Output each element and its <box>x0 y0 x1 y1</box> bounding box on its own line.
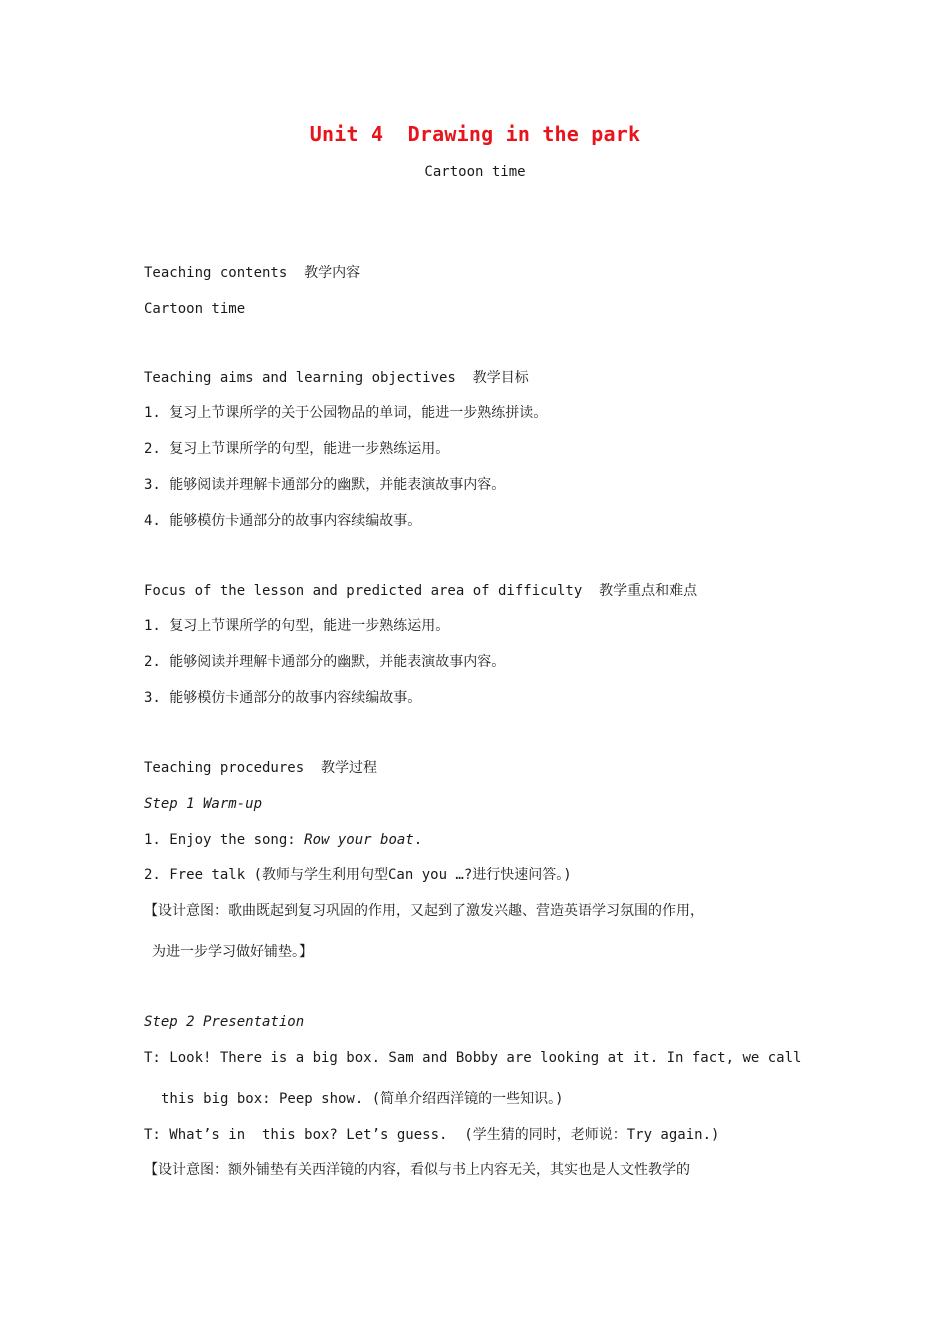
focus-item-1: 1. 复习上节课所学的句型，能进一步熟练运用。 <box>144 618 450 634</box>
step1-line2: 2. Free talk (教师与学生利用句型Can you …?进行快速问答。) <box>144 867 572 883</box>
aims-item-1: 1. 复习上节课所学的关于公园物品的单词，能进一步熟练拼读。 <box>144 405 548 421</box>
step1-line1 <box>144 830 422 850</box>
step2-title: Step 2 Presentation <box>144 1014 305 1030</box>
page-title: Unit 4 Drawing in the park <box>309 122 641 146</box>
step1-title: Step 1 Warm-up <box>144 796 263 812</box>
aims-heading: Teaching aims and learning objectives 教学目标 <box>144 370 529 386</box>
step1-line1-prefix: 1. Enjoy the song: <box>144 832 305 848</box>
step1-design-intent-line1: 【设计意图：歌曲既起到复习巩固的作用，又起到了激发兴趣、营造英语学习氛围的作用， <box>144 903 704 919</box>
aims-item-3: 3. 能够阅读并理解卡通部分的幽默，并能表演故事内容。 <box>144 477 506 493</box>
contents-heading: Teaching contents 教学内容 <box>144 265 361 281</box>
focus-item-2: 2. 能够阅读并理解卡通部分的幽默，并能表演故事内容。 <box>144 654 506 670</box>
procedures-heading: Teaching procedures 教学过程 <box>144 760 378 776</box>
aims-item-4: 4. 能够模仿卡通部分的故事内容续编故事。 <box>144 513 422 529</box>
contents-body: Cartoon time <box>144 301 246 317</box>
step1-design-intent-line2: 为进一步学习做好铺垫。】 <box>152 944 313 960</box>
step1-line1-suffix: . <box>413 832 423 848</box>
focus-item-3: 3. 能够模仿卡通部分的故事内容续编故事。 <box>144 690 422 706</box>
aims-item-2: 2. 复习上节课所学的句型，能进一步熟练运用。 <box>144 441 450 457</box>
step2-t1-line2: this big box: Peep show. (简单介绍西洋镜的一些知识。) <box>161 1091 564 1107</box>
song-title: Row your boat <box>304 832 414 848</box>
focus-heading: Focus of the lesson and predicted area of difficulty 教学重点和难点 <box>144 583 698 599</box>
step2-t2: T: What’s in this box? Let’s guess. (学生猜的同时，老师说：Try again.) <box>144 1127 720 1143</box>
step2-t1-line1: T: Look! There is a big box. Sam and Bobby are looking at it. In fact, we call <box>144 1050 802 1066</box>
step2-design-intent-line1: 【设计意图：额外铺垫有关西洋镜的内容，看似与书上内容无关，其实也是人文性教学的 <box>144 1162 690 1178</box>
page-subtitle: Cartoon time <box>424 164 526 180</box>
